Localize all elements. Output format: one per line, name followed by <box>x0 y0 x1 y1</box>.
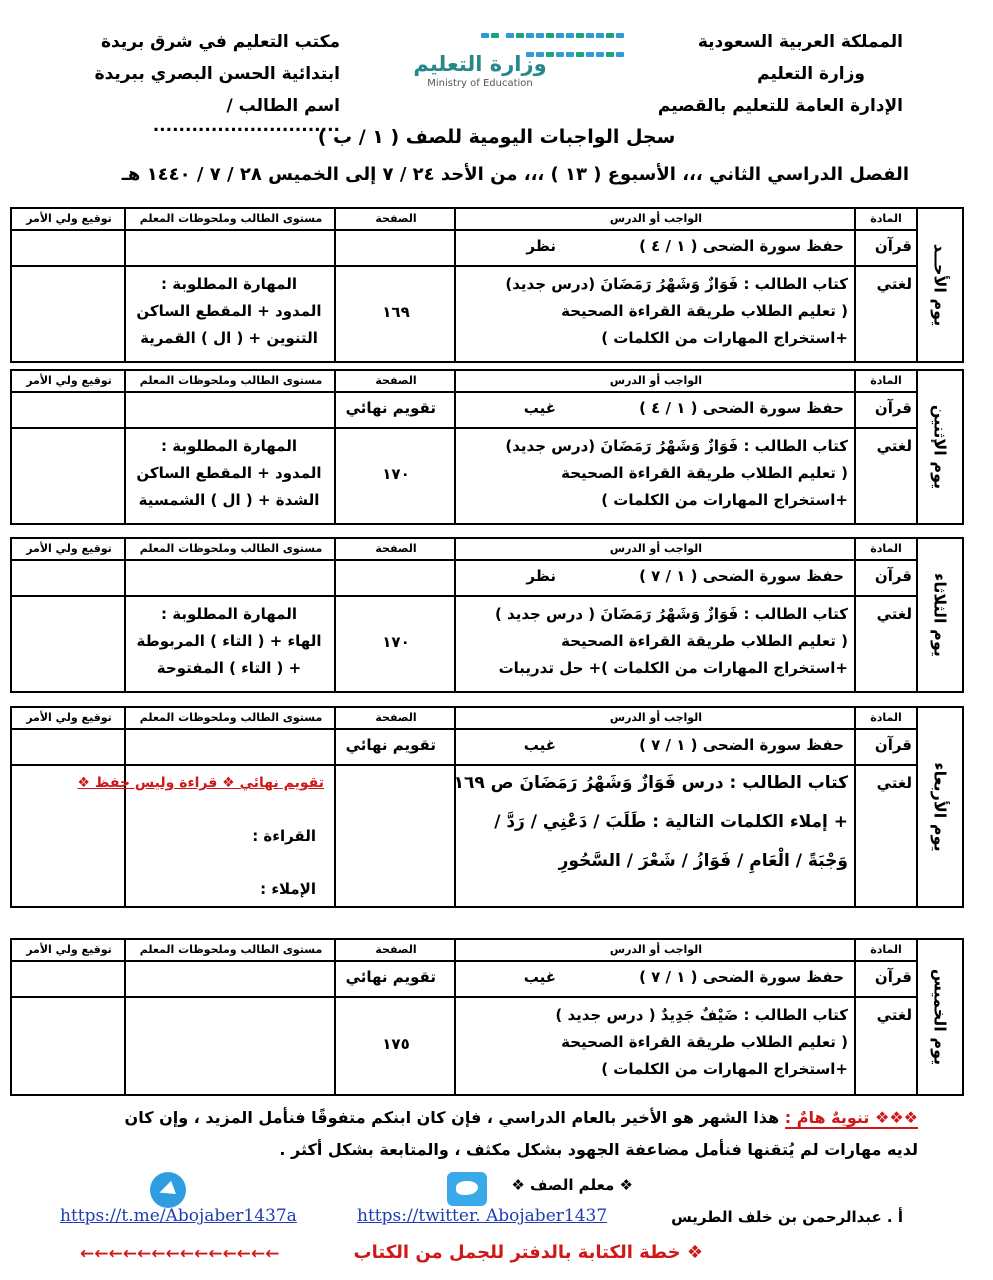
notes-line: الشدة + ( ال ) الشمسية <box>138 491 320 509</box>
quran-lesson: حفظ سورة الضحى ( ١ / ٧ ) <box>639 736 844 754</box>
col-page: الصفحة <box>375 212 417 225</box>
lesson-line: +استخراج المهارات من الكلمات ) <box>601 1060 848 1078</box>
lesson-line: كتاب الطالب : فَوَازٌ وَشَهْرُ رَمَضَانَ (درس جديد) <box>505 437 848 455</box>
quran-lesson: حفظ سورة الضحى ( ١ / ٧ ) <box>639 968 844 986</box>
lesson-line: كتاب الطالب : درس فَوَازٌ وَشَهْرُ رَمَضَانَ ص ١٦٩ <box>453 773 848 793</box>
notes-line: المدود + المقطع الساكن <box>136 464 322 482</box>
quran-eval: تقويم نهائي <box>345 399 436 417</box>
col-notes: مستوى الطالب وملحوظات المعلم <box>139 212 323 225</box>
col-subject: المادة <box>870 542 902 555</box>
quran-subject: قرآن <box>874 736 912 754</box>
teacher-name: أ . عبدالرحمن بن خلف الطريس <box>671 1208 903 1226</box>
lughati-subject: لغتي <box>876 275 912 293</box>
note-text: هذا الشهر هو الأخير بالعام الدراسي ، فإن كان ابنكم متفوقًا فنأمل المزيد ، وإن كان <box>124 1108 780 1127</box>
notes-line: المهارة المطلوبة : <box>161 437 297 455</box>
lughati-lesson <box>453 770 848 875</box>
quran-mode: نظر <box>526 567 556 585</box>
notes <box>77 770 324 903</box>
notes-line: + ( التاء ) المفتوحة <box>156 659 302 677</box>
page-subtitle: الفصل الدراسي الثاني ،،، الأسبوع ( ١٣ ) ،،، من الأحد ٢٤ / ٧ إلى الخميس ٢٨ / ٧ / ١٤٤٠ هـ <box>121 164 909 185</box>
day-block <box>10 938 964 1096</box>
col-subject: المادة <box>870 943 902 956</box>
col-sign: توقيع ولي الأمر <box>26 711 112 724</box>
col-lesson: الواجب أو الدرس <box>609 212 703 225</box>
quran-lesson: حفظ سورة الضحى ( ١ / ٧ ) <box>639 567 844 585</box>
page-title: سجل الواجبات اليومية للصف ( ١ / ب ) <box>317 126 676 148</box>
col-sign: توقيع ولي الأمر <box>26 374 112 387</box>
footer-note <box>68 1108 918 1127</box>
lughati-lesson <box>460 433 848 514</box>
lughati-lesson <box>460 1002 848 1083</box>
col-page: الصفحة <box>375 374 417 387</box>
col-sign: توقيع ولي الأمر <box>26 212 112 225</box>
notes-line: المهارة المطلوبة : <box>161 605 297 623</box>
logo-text-en: Ministry of Education <box>427 78 533 89</box>
day-label: يوم الأحــد <box>916 209 962 361</box>
lesson-line: +استخراج المهارات من الكلمات ) <box>601 491 848 509</box>
lesson-line: كتاب الطالب : ضَيْفٌ جَدِيدٌ ( درس جديد ) <box>555 1006 848 1024</box>
lughati-subject: لغتي <box>876 774 912 792</box>
col-subject: المادة <box>870 212 902 225</box>
col-sign: توقيع ولي الأمر <box>26 542 112 555</box>
telegram-link[interactable]: https://t.me/Abojaber1437a <box>60 1206 297 1226</box>
ministry-logo <box>405 22 630 94</box>
lughati-subject: لغتي <box>876 1006 912 1024</box>
page-number: ١٧٠ <box>382 633 410 651</box>
lesson-line: + إملاء الكلمات التالية : طَلَبَ / دَعْنِي / رَدَّ / <box>494 812 848 832</box>
lughati-subject: لغتي <box>876 437 912 455</box>
quran-subject: قرآن <box>874 237 912 255</box>
day-label: يوم الإثنين <box>916 371 962 523</box>
day-block <box>10 369 964 525</box>
quran-mode: غيب <box>523 736 556 754</box>
header-school: ابتدائية الحسن البصري ببريدة <box>94 64 340 84</box>
quran-lesson: حفظ سورة الضحى ( ١ / ٤ ) <box>639 399 844 417</box>
notes-red: تقويم نهائي ❖ قراءة وليس حفظ ❖ <box>77 775 324 791</box>
page-number: ١٧٥ <box>382 1035 410 1053</box>
notes-line: القراءة : <box>252 827 316 845</box>
header-student-name: اسم الطالب / ............................. <box>152 96 340 136</box>
day-label: يوم الخميس <box>916 940 962 1094</box>
lesson-line: ( تعليم الطلاب طريقة القراءة الصحيحة <box>561 464 848 482</box>
lesson-line: +استخراج المهارات من الكلمات ) <box>601 329 848 347</box>
lughati-subject: لغتي <box>876 605 912 623</box>
quran-subject: قرآن <box>874 968 912 986</box>
col-notes: مستوى الطالب وملحوظات المعلم <box>139 711 323 724</box>
col-sign: توقيع ولي الأمر <box>26 943 112 956</box>
teacher-label: ❖ معلم الصف ❖ <box>511 1176 633 1194</box>
col-subject: المادة <box>870 374 902 387</box>
day-block <box>10 706 964 908</box>
page-number: ١٦٩ <box>382 303 410 321</box>
lesson-line: +استخراج المهارات من الكلمات )+ حل تدريبات <box>498 659 848 677</box>
col-notes: مستوى الطالب وملحوظات المعلم <box>139 542 323 555</box>
col-notes: مستوى الطالب وملحوظات المعلم <box>139 943 323 956</box>
quran-eval: تقويم نهائي <box>345 736 436 754</box>
day-label: يوم الثلاثاء <box>916 539 962 691</box>
header-kingdom: المملكة العربية السعودية <box>697 32 903 52</box>
notes <box>134 271 324 352</box>
col-lesson: الواجب أو الدرس <box>609 943 703 956</box>
plan-text: ❖ خطة الكتابة بالدفتر للجمل من الكتاب <box>353 1242 703 1263</box>
day-grid <box>12 539 916 691</box>
notes-line: المهارة المطلوبة : <box>161 275 297 293</box>
notes-line: الهاء + ( التاء ) المربوطة <box>136 632 322 650</box>
lesson-line: ( تعليم الطلاب طريقة القراءة الصحيحة <box>561 302 848 320</box>
header-directorate: الإدارة العامة للتعليم بالقصيم <box>657 96 903 116</box>
logo-text-ar: وزارة التعليم <box>413 52 547 76</box>
twitter-link[interactable]: https://twitter. Abojaber1437 <box>357 1206 608 1226</box>
lughati-lesson <box>460 601 848 682</box>
quran-mode: غيب <box>523 968 556 986</box>
col-lesson: الواجب أو الدرس <box>609 542 703 555</box>
col-page: الصفحة <box>375 542 417 555</box>
notes <box>134 433 324 514</box>
lesson-line: ( تعليم الطلاب طريقة القراءة الصحيحة <box>561 1033 848 1051</box>
col-page: الصفحة <box>375 943 417 956</box>
col-notes: مستوى الطالب وملحوظات المعلم <box>139 374 323 387</box>
notes-line: الإملاء : <box>260 880 316 898</box>
header-office: مكتب التعليم في شرق بريدة <box>101 32 340 52</box>
lesson-line: كتاب الطالب : فَوَازٌ وَشَهْرُ رَمَضَانَ ( درس جديد ) <box>494 605 848 623</box>
header-ministry: وزارة التعليم <box>757 64 865 84</box>
notes-line: المدود + المقطع الساكن <box>136 302 322 320</box>
lesson-line: كتاب الطالب : فَوَازٌ وَشَهْرُ رَمَضَانَ (درس جديد) <box>505 275 848 293</box>
col-lesson: الواجب أو الدرس <box>609 711 703 724</box>
lesson-line: وَجْبَةً / الْعَامِ / فَوَازُ / شَعْرَ / السَّحُورِ <box>558 851 848 871</box>
day-grid <box>12 209 916 361</box>
lesson-line: ( تعليم الطلاب طريقة القراءة الصحيحة <box>561 632 848 650</box>
quran-eval: تقويم نهائي <box>345 968 436 986</box>
notes-line: التنوين + ( ال ) القمرية <box>140 329 318 347</box>
quran-mode: غيب <box>523 399 556 417</box>
notes <box>134 601 324 682</box>
quran-subject: قرآن <box>874 399 912 417</box>
page-number: ١٧٠ <box>382 465 410 483</box>
telegram-icon[interactable] <box>150 1172 186 1208</box>
note-text-2: لديه مهارات لم يُتقنها فنأمل مضاعفة الجهود بشكل مكثف ، والمتابعة بشكل أكثر . <box>279 1140 918 1159</box>
day-grid <box>12 708 916 906</box>
day-block <box>10 207 964 363</box>
col-page: الصفحة <box>375 711 417 724</box>
col-subject: المادة <box>870 711 902 724</box>
day-grid <box>12 940 916 1094</box>
day-label: يوم الأربعاء <box>916 708 962 906</box>
quran-mode: نظر <box>526 237 556 255</box>
day-grid <box>12 371 916 523</box>
arrows-decoration: ←←←←←←←←←←←←←← <box>80 1244 280 1264</box>
twitter-icon[interactable] <box>447 1172 487 1206</box>
col-lesson: الواجب أو الدرس <box>609 374 703 387</box>
quran-subject: قرآن <box>874 567 912 585</box>
day-block <box>10 537 964 693</box>
quran-lesson: حفظ سورة الضحى ( ١ / ٤ ) <box>639 237 844 255</box>
lughati-lesson <box>460 271 848 352</box>
note-label: ❖❖❖ تنويهٌ هامٌ : <box>784 1108 918 1127</box>
